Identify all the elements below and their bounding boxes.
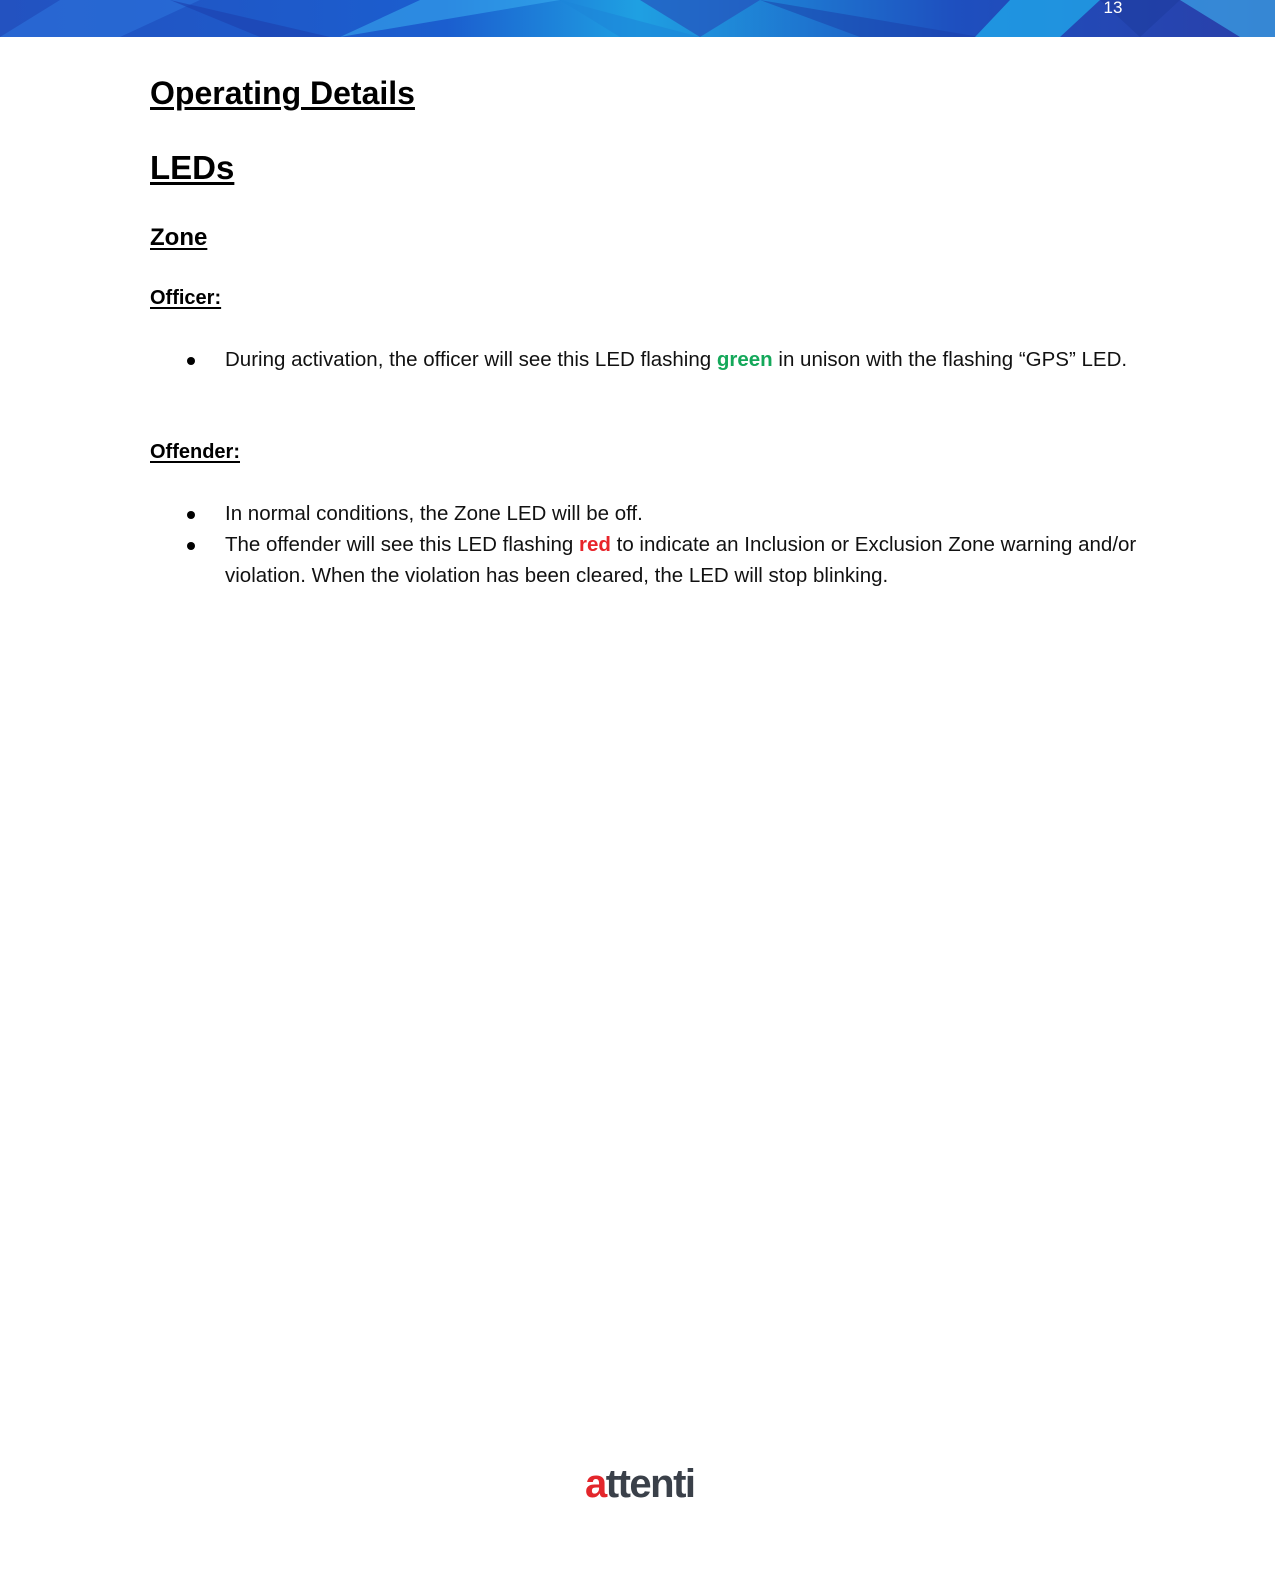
header-banner	[0, 0, 1275, 37]
list-item	[150, 529, 1140, 591]
highlight-red: red	[579, 533, 611, 556]
bullet-icon	[187, 511, 195, 519]
attenti-logo	[585, 1462, 695, 1506]
list-item	[150, 498, 1140, 529]
officer-heading: Officer:	[150, 287, 222, 309]
bullet-text-after: to indicate an Inclusion or Exclusion Zone warning and/or violation. When the violation has been cleared, the LED will stop blinking.	[225, 533, 1137, 587]
officer-bullet-list	[150, 344, 1140, 375]
offender-heading: Offender:	[150, 441, 240, 463]
highlight-green: green	[716, 348, 773, 371]
section-heading: LEDs	[150, 149, 235, 186]
bullet-icon	[187, 357, 195, 365]
offender-bullet-list	[150, 498, 1140, 591]
bullet-text-before: During activation, the officer will see this LED flashing	[225, 348, 717, 371]
page-number: 13	[1103, 0, 1123, 17]
bullet-icon	[187, 542, 195, 550]
logo-text: ttenti	[605, 1462, 695, 1506]
banner-graphic	[0, 0, 1275, 37]
bullet-text-after: in unison with the flashing “GPS” LED.	[772, 348, 1128, 371]
bullet-text: In normal conditions, the Zone LED will be off.	[225, 502, 643, 525]
list-item	[150, 344, 1140, 375]
page-title: Operating Details	[150, 75, 415, 111]
subsection-heading: Zone	[150, 224, 208, 251]
bullet-text-before: The offender will see this LED flashing	[225, 533, 580, 556]
logo-accent-letter: a	[585, 1462, 606, 1506]
